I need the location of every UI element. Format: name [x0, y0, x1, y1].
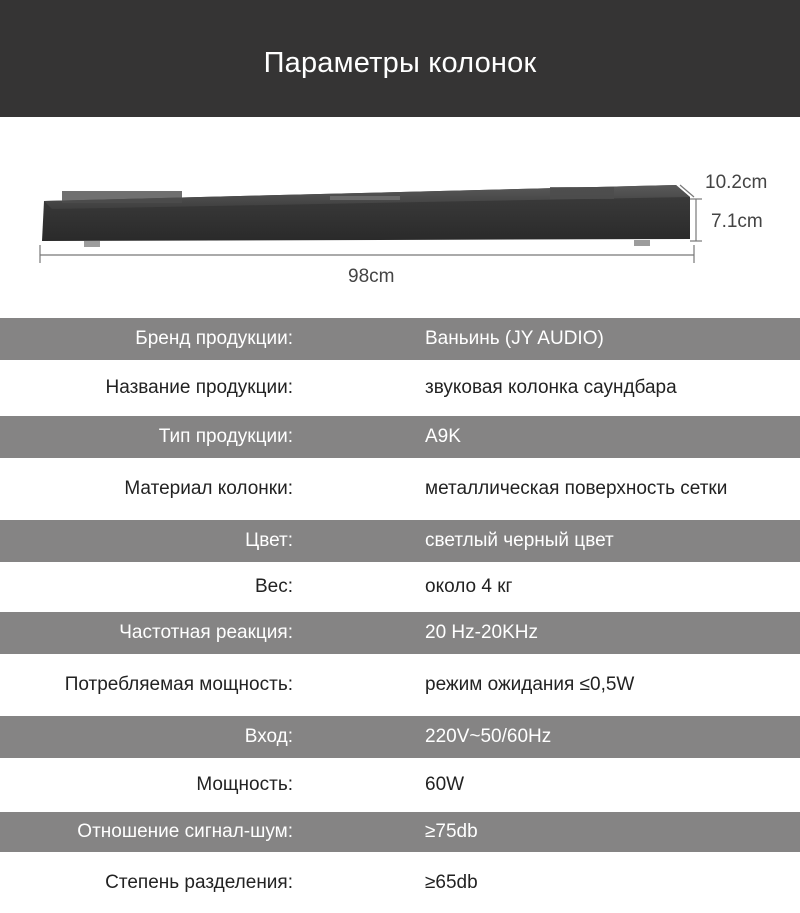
spec-value: Ваньинь (JY AUDIO) [425, 328, 604, 349]
spec-label: Тип продукции: [158, 426, 293, 447]
spec-value: металлическая поверхность сетки [425, 478, 728, 499]
spec-label: Частотная реакция: [119, 622, 293, 643]
page-title: Параметры колонок [263, 47, 537, 79]
soundbar-illustration [0, 117, 800, 317]
spec-label: Степень разделения: [105, 871, 293, 893]
spec-row [0, 716, 800, 758]
spec-value: 220V~50/60Hz [425, 726, 552, 747]
spec-row [0, 654, 800, 716]
spec-value: ≥75db [425, 821, 478, 842]
spec-row [0, 360, 800, 416]
spec-label: Потребляемая мощность: [64, 674, 293, 695]
spec-row [0, 318, 800, 360]
spec-label: Бренд продукции: [135, 328, 293, 349]
soundbar-body [42, 185, 690, 247]
spec-row [0, 520, 800, 562]
spec-label: Вход: [244, 726, 293, 747]
spec-value: около 4 кг [425, 576, 513, 597]
spec-label: Отношение сигнал-шум: [77, 821, 293, 842]
spec-label: Название продукции: [105, 377, 293, 398]
spec-value: 20 Hz-20KHz [425, 622, 538, 643]
spec-row [0, 812, 800, 852]
spec-row [0, 758, 800, 812]
spec-row [0, 562, 800, 612]
left-foot [84, 241, 100, 247]
spec-row [0, 612, 800, 654]
page-header [0, 0, 800, 117]
depth-dimension-label: 7.1cm [711, 211, 763, 232]
spec-value: светлый черный цвет [425, 530, 614, 551]
spec-value: ≥65db [425, 871, 478, 893]
spec-value: 60W [425, 774, 465, 795]
center-display [330, 196, 400, 200]
spec-row [0, 458, 800, 520]
spec-value: A9K [425, 426, 461, 447]
right-panel [550, 187, 614, 199]
product-image-area [0, 117, 800, 317]
spec-table [0, 318, 800, 913]
spec-label: Материал колонки: [124, 478, 293, 499]
length-dimension-label: 98cm [348, 266, 395, 287]
spec-row [0, 852, 800, 913]
height-dimension-label: 10.2cm [705, 172, 768, 193]
spec-label: Цвет: [245, 530, 293, 551]
right-foot [634, 240, 650, 246]
spec-value: звуковая колонка саундбара [425, 377, 677, 398]
spec-label: Мощность: [196, 774, 293, 795]
left-panel [62, 191, 182, 203]
spec-value: режим ожидания ≤0,5W [425, 674, 635, 695]
spec-label: Вес: [254, 576, 293, 597]
spec-row [0, 416, 800, 458]
